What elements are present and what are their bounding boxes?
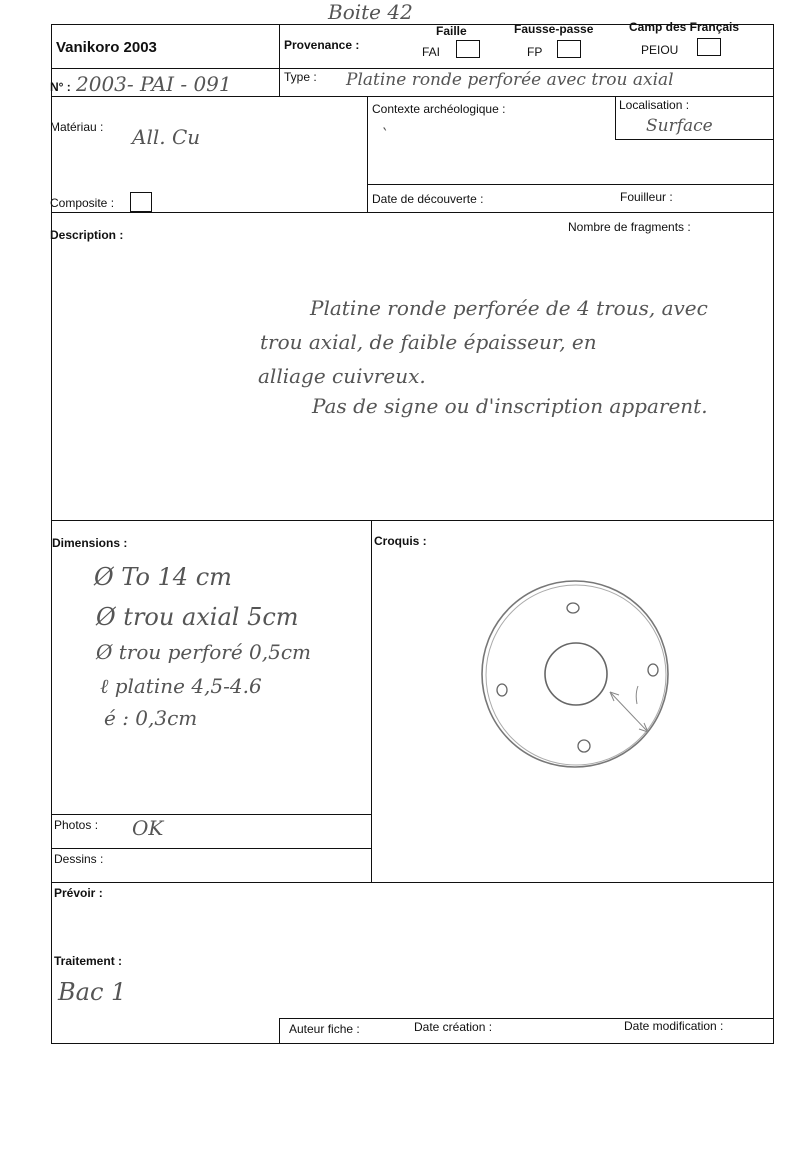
dimension-line-1: Ø To 14 cm <box>94 563 232 591</box>
photos-label: Photos : <box>54 818 99 832</box>
plate-outline <box>482 581 668 767</box>
perforation-top <box>567 603 579 613</box>
auteur-fiche-label: Auteur fiche : <box>289 1022 360 1036</box>
width-arrow <box>610 692 648 732</box>
number-label: N° : <box>50 80 71 94</box>
fouilleur-label: Fouilleur : <box>620 190 673 204</box>
contexte-label: Contexte archéologique : <box>372 102 506 116</box>
fragments-label: Nombre de fragments : <box>568 220 691 234</box>
perforation-left <box>497 684 507 696</box>
photos-value: OK <box>132 816 164 840</box>
camp-title: Camp des Français <box>629 20 740 34</box>
perforation-bottom <box>578 740 590 752</box>
camp-checkbox[interactable] <box>697 38 721 56</box>
date-creation-label: Date création : <box>414 1020 493 1034</box>
croquis-sketch <box>470 574 680 784</box>
dimension-line-3: Ø trou perforé 0,5cm <box>96 640 311 664</box>
dimension-line-5: é : 0,3cm <box>104 706 198 730</box>
traitement-label: Traitement : <box>54 954 123 968</box>
traitement-value: Bac 1 <box>58 978 127 1006</box>
fausse-passe-title: Fausse-passe <box>514 22 594 36</box>
faille-checkbox[interactable] <box>456 40 480 58</box>
project-title: Vanikoro 2003 <box>56 39 157 56</box>
fausse-passe-code: FP <box>527 45 543 59</box>
dimension-line-2: Ø trou axial 5cm <box>96 603 299 631</box>
prevoir-label: Prévoir : <box>54 886 103 900</box>
faille-code: FAI <box>422 45 441 59</box>
localisation-label: Localisation : <box>619 98 690 112</box>
date-decouverte-label: Date de découverte : <box>372 192 484 206</box>
fausse-passe-checkbox[interactable] <box>557 40 581 58</box>
provenance-label: Provenance : <box>284 38 360 52</box>
date-modification-label: Date modification : <box>624 1019 724 1033</box>
description-line-1: Platine ronde perforée de 4 trous, avec <box>310 296 708 320</box>
description-line-4: Pas de signe ou d'inscription apparent. <box>312 394 708 418</box>
composite-checkbox[interactable] <box>130 192 152 212</box>
perforation-right <box>648 664 658 676</box>
box-number-note: Boite 42 <box>328 0 413 24</box>
axial-hole <box>545 643 607 705</box>
materiau-label: Matériau : <box>50 120 104 134</box>
description-line-2: trou axial, de faible épaisseur, en <box>260 330 597 354</box>
dimension-line-4: ℓ platine 4,5-4.6 <box>100 674 262 698</box>
camp-code: PEIOU <box>641 43 679 57</box>
number-value: 2003- PAI - 091 <box>76 72 232 96</box>
faille-title: Faille <box>436 24 467 38</box>
contexte-mark: ` <box>380 126 389 146</box>
dessins-label: Dessins : <box>54 852 104 866</box>
materiau-value: All. Cu <box>132 125 201 149</box>
type-label: Type : <box>284 70 317 84</box>
localisation-value: Surface <box>646 116 713 136</box>
width-symbol <box>636 686 638 704</box>
composite-label: Composite : <box>50 196 115 210</box>
type-value: Platine ronde perforée avec trou axial <box>346 70 674 90</box>
croquis-label: Croquis : <box>374 534 427 548</box>
description-label: Description : <box>50 228 124 242</box>
dimensions-label: Dimensions : <box>52 536 128 550</box>
description-line-3: alliage cuivreux. <box>258 364 426 388</box>
